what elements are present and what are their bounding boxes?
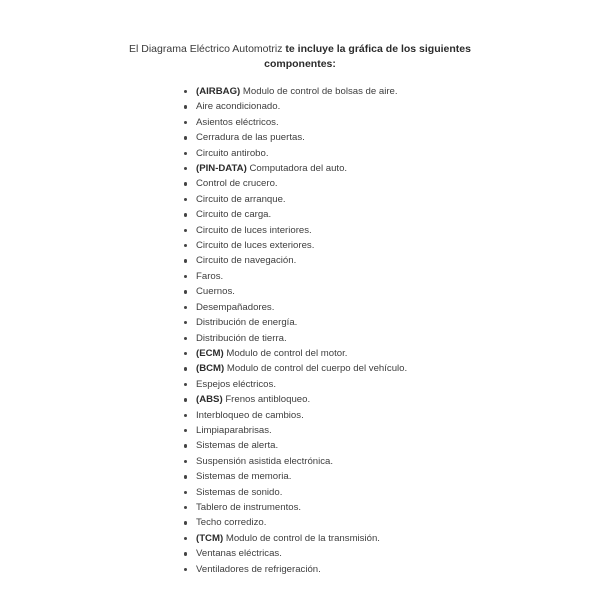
bullet-icon (184, 521, 187, 524)
bullet-icon (184, 259, 187, 262)
list-item (178, 346, 518, 361)
list-item (178, 253, 518, 268)
list-item (178, 531, 518, 546)
list-item (178, 515, 518, 530)
list-item (178, 500, 518, 515)
bullet-icon (184, 229, 187, 232)
bullet-icon (184, 90, 187, 93)
list-item (178, 223, 518, 238)
list-item (178, 377, 518, 392)
bullet-icon (184, 105, 187, 108)
component-code: (ECM) (196, 347, 224, 359)
component-description: Interbloqueo de cambios. (196, 409, 304, 421)
list-item (178, 84, 518, 99)
component-description: Tablero de instrumentos. (196, 501, 302, 513)
bullet-icon (184, 244, 187, 247)
component-code: (AIRBAG) (196, 86, 241, 97)
bullet-icon (184, 460, 187, 463)
bullet-icon (184, 352, 187, 355)
bullet-icon (184, 537, 187, 540)
bullet-icon (184, 198, 187, 201)
list-item (178, 146, 518, 161)
component-description: Desempañadores. (196, 301, 275, 313)
list-item (178, 562, 518, 577)
component-description: Circuito de arranque. (196, 193, 286, 205)
bullet-icon (184, 152, 187, 155)
component-description: Modulo de control de la transmisión. (223, 532, 380, 544)
list-item (178, 315, 518, 330)
list-item (178, 269, 518, 284)
component-code: (BCM) (196, 363, 225, 375)
bullet-icon (184, 136, 187, 139)
heading-bold-text: te incluye la gráfica de los siguientes componentes: (264, 43, 471, 70)
bullet-icon (184, 383, 187, 386)
component-description: Asientos eléctricos. (196, 116, 279, 128)
list-item (178, 423, 518, 438)
bullet-icon (184, 321, 187, 324)
component-description: Computadora del auto. (246, 163, 348, 175)
list-item (178, 408, 518, 423)
heading-normal-text: El Diagrama Eléctrico Automotriz (129, 43, 286, 55)
bullet-icon (184, 429, 187, 432)
component-description: Circuito de luces exteriores. (196, 240, 315, 252)
bullet-icon (184, 398, 187, 401)
component-description: Circuito de navegación. (196, 255, 297, 267)
bullet-icon (184, 491, 187, 494)
list-item (178, 300, 518, 315)
bullet-icon (184, 444, 187, 447)
bullet-icon (184, 475, 187, 478)
component-description: Sistemas de alerta. (196, 440, 279, 452)
component-description: Frenos antibloqueo. (222, 394, 311, 406)
list-item (178, 438, 518, 453)
component-description: Distribución de energía. (196, 317, 298, 329)
bullet-icon (184, 414, 187, 417)
component-description: Aire acondicionado. (196, 101, 281, 113)
component-description: Cuernos. (196, 286, 235, 298)
component-description: Ventiladores de refrigeración. (196, 563, 321, 575)
list-item (178, 469, 518, 484)
component-description: Modulo de control del cuerpo del vehículo. (224, 363, 408, 375)
component-description: Control de crucero. (196, 178, 278, 190)
list-item (178, 176, 518, 191)
list-item (178, 115, 518, 130)
bullet-icon (184, 367, 187, 370)
component-description: Faros. (196, 270, 224, 282)
list-item (178, 161, 518, 176)
bullet-icon (184, 275, 187, 278)
bullet-icon (184, 506, 187, 509)
bullet-icon (184, 568, 187, 571)
bullet-icon (184, 167, 187, 170)
component-description: Circuito de carga. (196, 209, 272, 221)
component-description: Limpiaparabrisas. (196, 424, 272, 436)
component-description: Circuito antirobo. (196, 147, 269, 159)
component-code: (ABS) (196, 394, 223, 406)
component-description: Modulo de control de bolsas de aire. (240, 86, 398, 97)
list-item (178, 454, 518, 469)
bullet-icon (184, 337, 187, 340)
list-item (178, 238, 518, 253)
component-description: Espejos eléctricos. (196, 378, 276, 390)
component-code: (PIN-DATA) (196, 163, 247, 175)
list-item (178, 331, 518, 346)
component-description: Modulo de control del motor. (223, 347, 348, 359)
component-description: Ventanas eléctricas. (196, 548, 282, 560)
list-item (178, 99, 518, 114)
component-description: Techo corredizo. (196, 517, 267, 529)
component-description: Distribución de tierra. (196, 332, 287, 344)
list-item (178, 361, 518, 376)
bullet-icon (184, 290, 187, 293)
list-item (178, 130, 518, 145)
component-list (178, 84, 518, 577)
bullet-icon (184, 306, 187, 309)
intro-heading (110, 42, 490, 72)
list-item (178, 546, 518, 561)
bullet-icon (184, 552, 187, 555)
list-item (178, 192, 518, 207)
component-description: Sistemas de memoria. (196, 471, 292, 483)
component-code: (TCM) (196, 532, 224, 544)
component-description: Sistemas de sonido. (196, 486, 283, 498)
component-description: Suspensión asistida electrónica. (196, 455, 334, 467)
component-description: Circuito de luces interiores. (196, 224, 312, 236)
bullet-icon (184, 182, 187, 185)
component-description: Cerradura de las puertas. (196, 132, 305, 144)
list-item (178, 485, 518, 500)
bullet-icon (184, 121, 187, 124)
bullet-icon (184, 213, 187, 216)
list-item (178, 392, 518, 407)
list-item (178, 284, 518, 299)
list-item (178, 207, 518, 222)
